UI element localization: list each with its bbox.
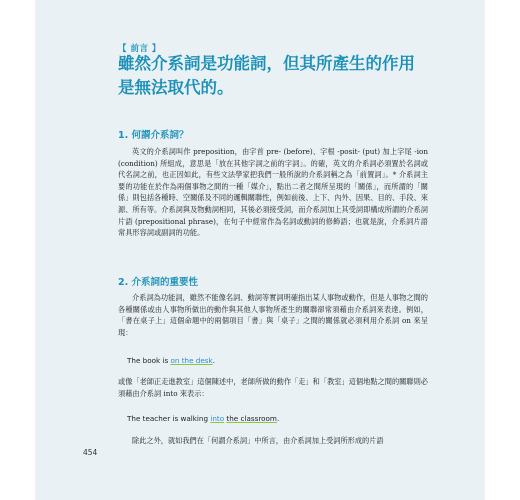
heading-what-is-preposition: 1. 何謂介系詞？ xyxy=(118,130,189,141)
example-sentence-2 xyxy=(127,414,279,423)
example-highlight: into xyxy=(210,414,225,423)
paragraph-continued xyxy=(118,435,428,447)
example-sentence-1 xyxy=(127,356,215,365)
example-text-end: . xyxy=(212,356,215,365)
title-line-1: 雖然介系詞是功能詞，但其所產生的作用 xyxy=(118,54,415,73)
title-period: 。 xyxy=(217,78,234,97)
example-highlight: on the desk xyxy=(170,356,213,365)
page-number: 454 xyxy=(83,448,98,457)
paragraph-text: 或像「老師正走進教室」這個陳述中，老師所做的動作「走」和「教室」這個地點之間的關聯則必須藉由介系詞 into 來表示： xyxy=(118,377,428,398)
paragraph-definition xyxy=(118,146,428,239)
paragraph-importance xyxy=(118,292,428,338)
paragraph-text: 除此之外，就如我們在「何謂介系詞」中所言，由介系詞加上受詞所形成的片語 xyxy=(132,436,384,445)
page-title xyxy=(118,52,438,100)
title-line-2: 是無法取代的 xyxy=(118,78,217,97)
paragraph-into xyxy=(118,376,428,399)
paragraph-text: 英文的介系詞叫作 preposition，由字首 pre- (before)、字根 -posit- (put) 加上字尾 -ion (condition) 所組成，意思是「放在其他字詞之前的字詞」。的確，英文的介系詞必須置於名詞或代名詞之前，也正因如此，有些文法學家把我們一般所說的介系詞稱之為「前置詞」。* 介系詞主要的功能在於作為兩個事物之間的一種「媒介」，點出二者之間所呈現的「關係」，而所謂的「關係」則包括各種時、空關係及不同的邏輯關聯性，例如前後、上下、內外、因果、目的、手段、來源、所有等。介系詞與及物動詞相同，其後必須接受詞，而介系詞加上其受詞即構成所謂的介系詞片語 (prepositional phrase)，在句子中經常作為名詞或動詞的修飾語；也就是說，介系詞片語常具形容詞或副詞的功能。 xyxy=(118,147,428,238)
example-text: The book is xyxy=(127,356,171,365)
paragraph-text: 介系詞為功能詞，雖然不能像名詞、動詞等實詞明確指出某人事物或動作，但是人事物之間的各種關係或由人事物所做出的動作與其他人事物所產生的關聯卻常須藉由介系詞來表達。例如，「書在桌子上」這個命題中的兩個項目「書」與「桌子」之間的關係就必須利用介系詞 on 來呈現： xyxy=(118,293,428,337)
book-page xyxy=(35,0,485,500)
example-highlight-2: the classroom xyxy=(226,414,277,423)
example-text: The teacher is walking xyxy=(127,414,211,423)
example-text-end: . xyxy=(276,414,280,423)
heading-importance: 2. 介系詞的重要性 xyxy=(118,277,199,288)
section-tag: 【 前言 】 xyxy=(118,44,161,54)
